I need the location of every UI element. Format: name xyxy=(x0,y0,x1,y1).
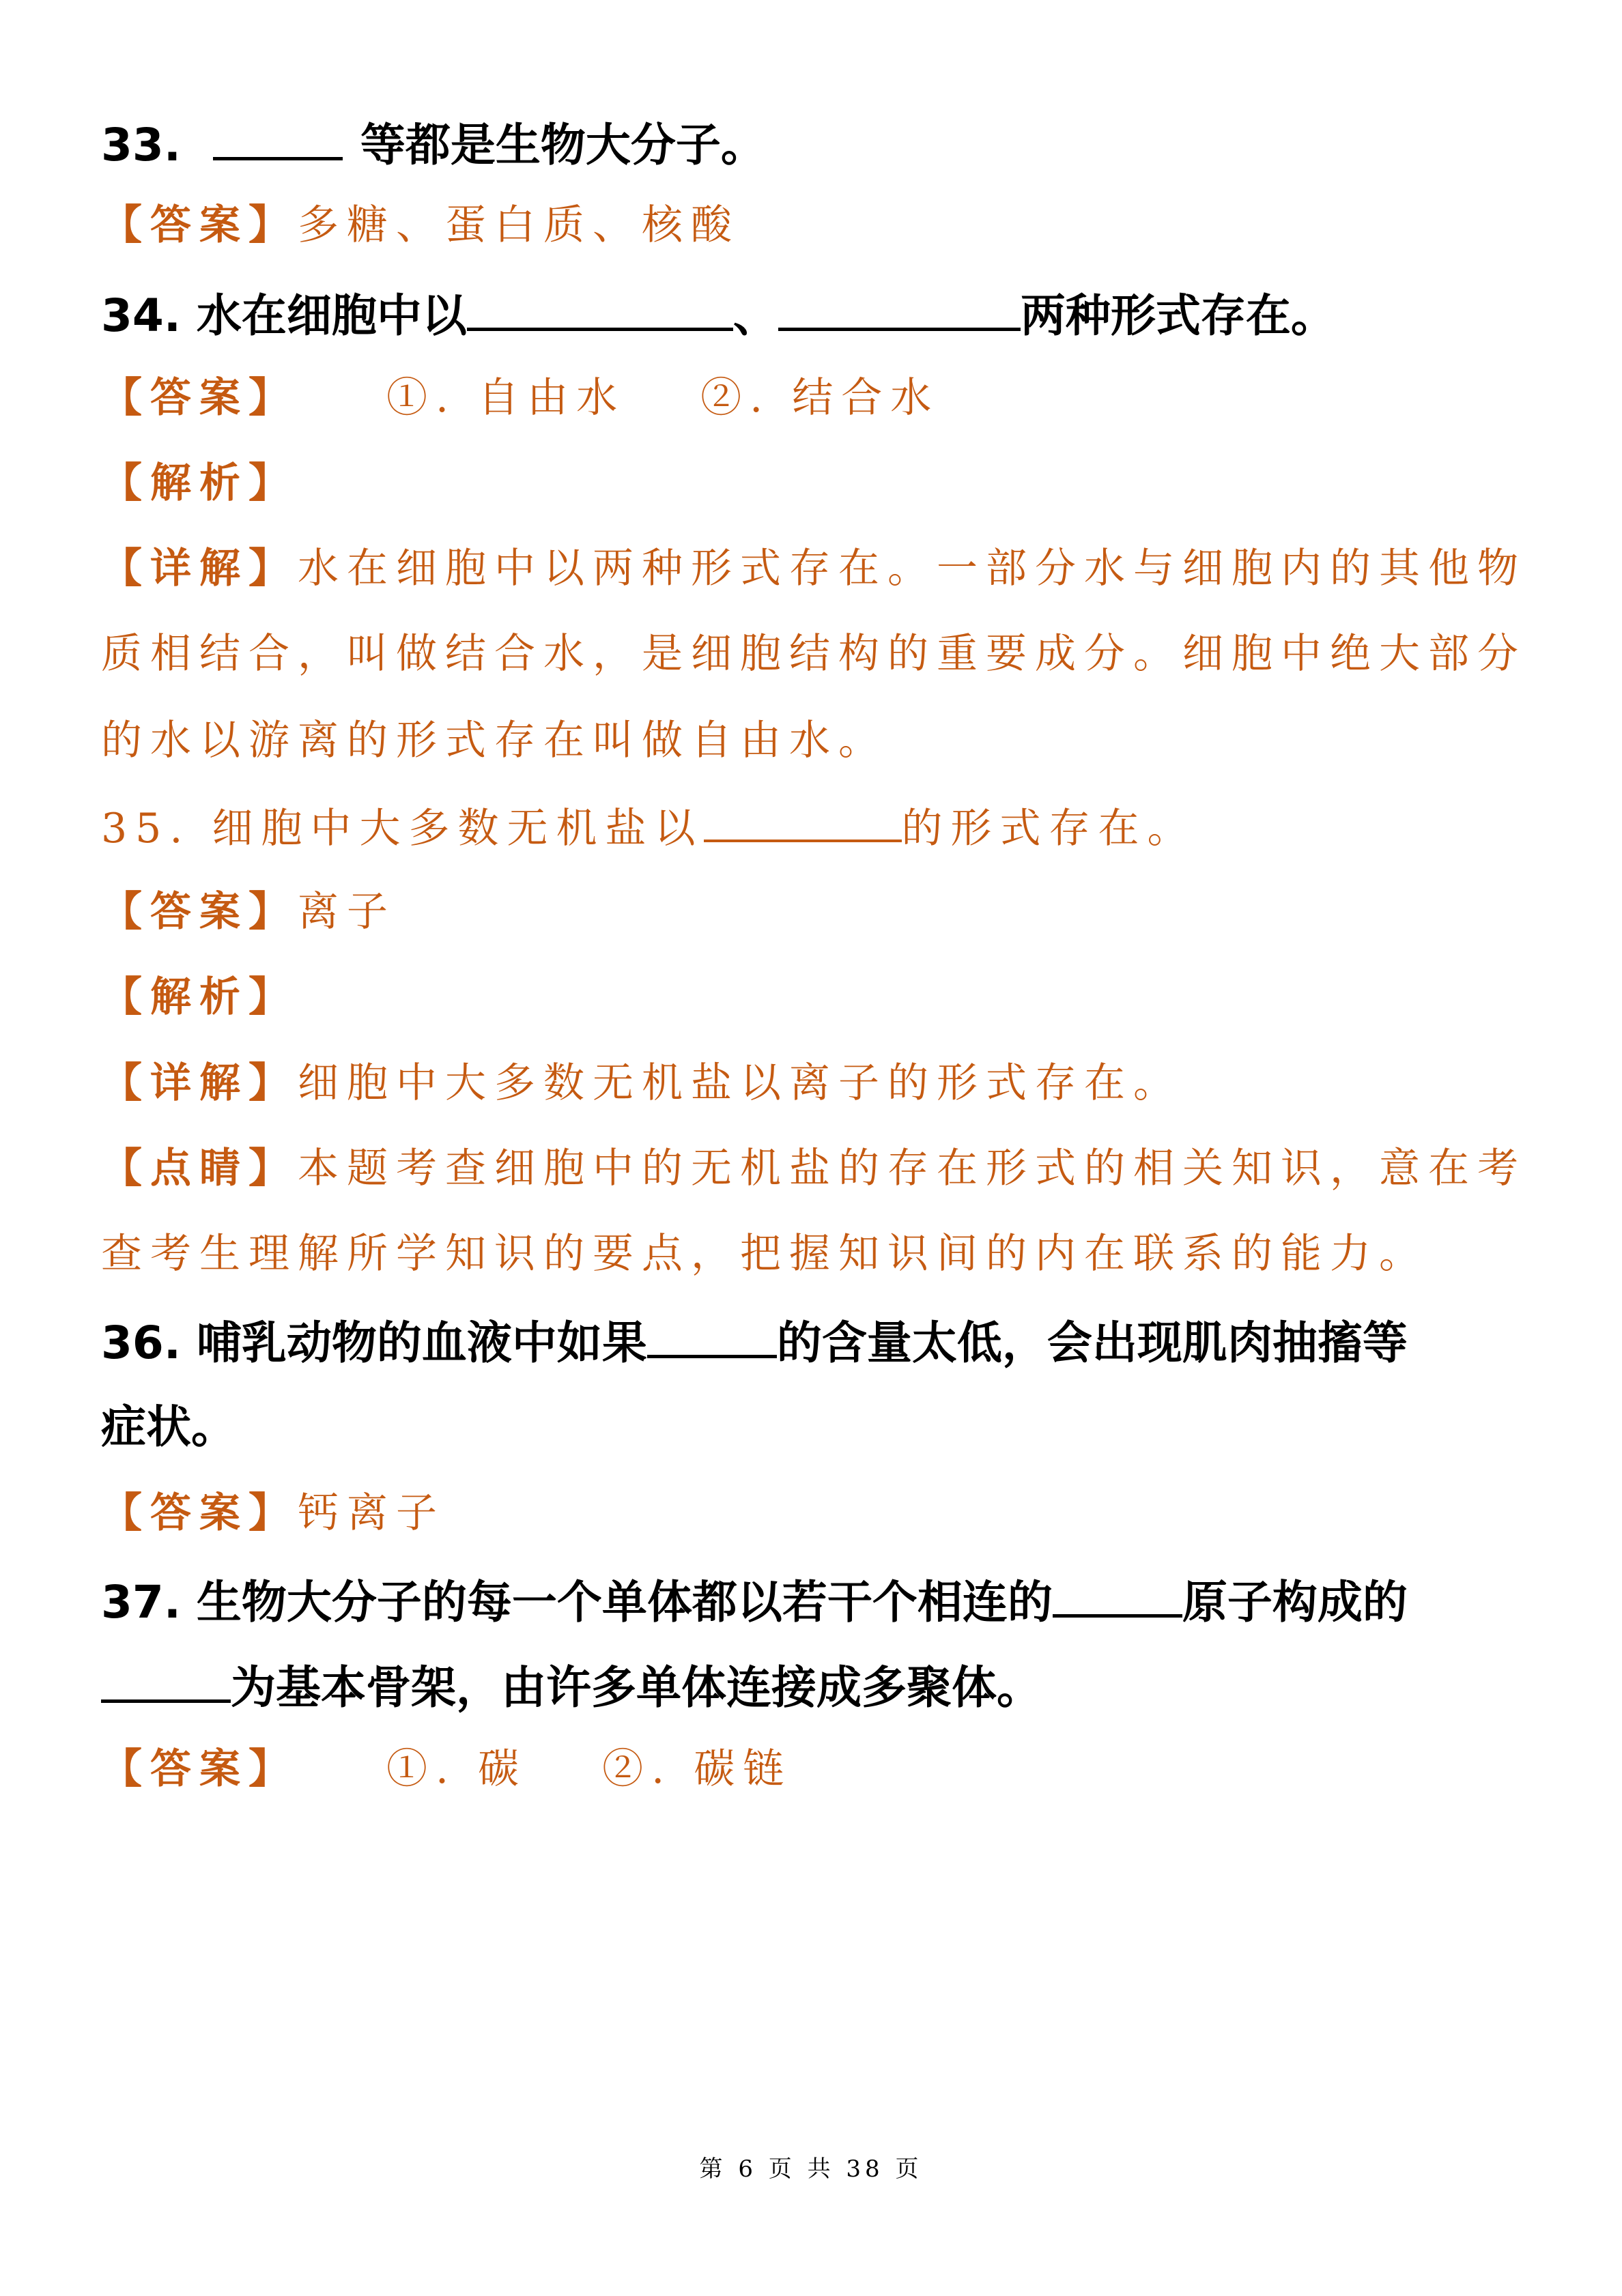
detail-34-line-2 xyxy=(101,630,1526,678)
comment-text: 本题考查细胞中的无机盐的存在形式的相关知识，意在考 xyxy=(298,1145,1526,1192)
answer-37 xyxy=(101,1745,793,1793)
footer-suffix: 页 xyxy=(895,2155,923,2183)
detail-text: 的水以游离的形式存在叫做自由水。 xyxy=(101,717,887,764)
question-text-pre: 水在细胞中以 xyxy=(196,289,467,342)
answer-tag: 【答案】 xyxy=(101,888,298,936)
detail-text: 细胞中大多数无机盐以离子的形式存在。 xyxy=(298,1059,1182,1107)
question-text-pre: 生物大分子的每一个单体都以若干个相连的 xyxy=(196,1576,1053,1628)
question-text: 为基本骨架，由许多单体连接成多聚体。 xyxy=(231,1661,1042,1714)
detail-text: 质相结合，叫做结合水，是细胞结构的重要成分。细胞中绝大部分 xyxy=(101,630,1526,678)
footer-middle: 页 共 xyxy=(768,2155,835,2183)
question-text: 症状。 xyxy=(101,1401,236,1453)
question-36-line-1 xyxy=(101,1317,1408,1369)
question-text-pre: 细胞中大多数无机盐以 xyxy=(212,805,704,852)
analysis-tag: 【解析】 xyxy=(101,973,298,1021)
question-34 xyxy=(101,289,1336,342)
answer-text: 多糖、蛋白质、核酸 xyxy=(298,201,740,249)
comment-35-line-2 xyxy=(101,1230,1428,1278)
question-35 xyxy=(101,805,1197,852)
question-text-pre: 哺乳动物的血液中如果 xyxy=(196,1317,647,1369)
comment-35-line-1 xyxy=(101,1145,1526,1192)
question-37-line-1 xyxy=(101,1576,1408,1628)
question-37-line-2 xyxy=(101,1661,1042,1714)
detail-35 xyxy=(101,1059,1182,1107)
question-33 xyxy=(101,119,766,171)
answer-tag: 【答案】 xyxy=(101,1745,298,1793)
page-footer xyxy=(0,2150,1622,2183)
answer-34 xyxy=(101,374,940,422)
question-number: 37. xyxy=(101,1576,181,1628)
question-text-post: 的形式存在。 xyxy=(901,805,1197,852)
question-number: 35. xyxy=(101,805,191,852)
analysis-35 xyxy=(101,973,298,1021)
detail-tag: 【详解】 xyxy=(101,545,298,592)
answer-35 xyxy=(101,888,396,936)
question-36-line-2 xyxy=(101,1401,236,1453)
answer-text: 离子 xyxy=(298,888,396,936)
question-text-post: 原子构成的 xyxy=(1182,1576,1408,1628)
question-text-post: 的含量太低，会出现肌肉抽搐等 xyxy=(776,1317,1408,1369)
answer-marker-1: ①. xyxy=(386,1745,457,1793)
analysis-tag: 【解析】 xyxy=(101,459,298,507)
answer-item-2: 结合水 xyxy=(792,374,940,422)
question-text-post: 两种形式存在。 xyxy=(1020,289,1336,342)
detail-text: 水在细胞中以两种形式存在。一部分水与细胞内的其他物 xyxy=(298,545,1526,592)
answer-item-1: 碳 xyxy=(478,1745,528,1793)
question-number: 36. xyxy=(101,1317,181,1369)
answer-marker-1: ①. xyxy=(386,374,457,422)
fill-blank xyxy=(647,1319,777,1358)
detail-34-line-1 xyxy=(101,545,1526,592)
answer-tag: 【答案】 xyxy=(101,374,298,422)
answer-tag: 【答案】 xyxy=(101,201,298,249)
answer-text: 钙离子 xyxy=(298,1489,445,1537)
comment-tag: 【点睛】 xyxy=(101,1145,298,1192)
detail-tag: 【详解】 xyxy=(101,1059,298,1107)
current-page-number: 6 xyxy=(738,2155,757,2183)
comment-text: 查考生理解所学知识的要点，把握知识间的内在联系的能力。 xyxy=(101,1230,1428,1278)
fill-blank-2 xyxy=(778,292,1021,331)
fill-blank xyxy=(213,121,343,160)
question-number: 34. xyxy=(101,289,181,342)
question-number: 33. xyxy=(101,119,181,171)
fill-blank xyxy=(704,805,902,842)
answer-tag: 【答案】 xyxy=(101,1489,298,1537)
answer-item-2: 碳链 xyxy=(694,1745,793,1793)
answer-item-1: 自由水 xyxy=(478,374,626,422)
fill-blank-1 xyxy=(1053,1579,1182,1618)
fill-blank-2 xyxy=(101,1664,231,1703)
answer-marker-2: ②. xyxy=(700,374,771,422)
question-text: 等都是生物大分子。 xyxy=(360,119,766,171)
answer-marker-2: ②. xyxy=(602,1745,673,1793)
detail-34-line-3 xyxy=(101,717,887,764)
answer-33 xyxy=(101,201,740,249)
analysis-34 xyxy=(101,459,298,507)
footer-prefix: 第 xyxy=(699,2155,727,2183)
answer-36 xyxy=(101,1489,445,1537)
separator: 、 xyxy=(732,289,778,342)
total-pages: 38 xyxy=(846,2155,884,2183)
fill-blank-1 xyxy=(467,292,733,331)
